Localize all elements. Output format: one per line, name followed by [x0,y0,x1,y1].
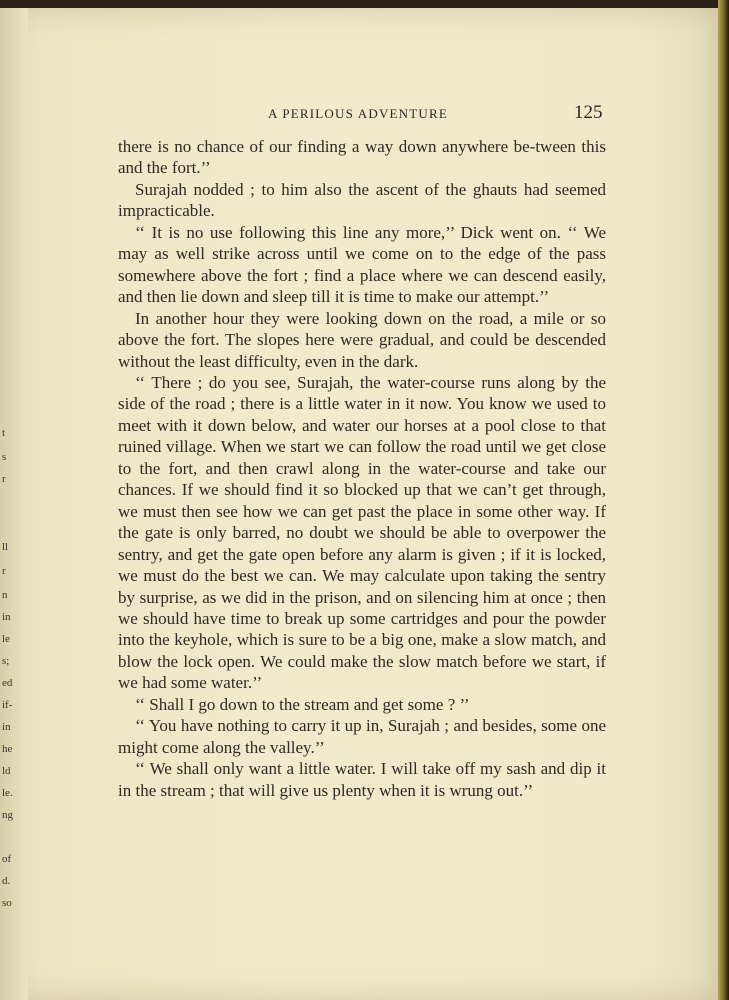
paragraph: ‘‘ We shall only want a little water. I will take off my sash and dip it in the stream ; that will give us plenty when it is wrung out.’’ [118,759,606,800]
paragraph: ‘‘ There ; do you see, Surajah, the water-course runs along by the side of the road ; there is a little water in it now. You know we used to meet with it down below, and water our horses at a pool close to that ruined village. When we start we can follow the road until we get close to the fort, and then crawl along in the water-course and take our chances. If we should find it so blocked up that we can’t get through, we must then see how we can get past the place in some other way. If the gate is only barred, no doubt we should be able to overpower the sentry, and get the gate open before any alarm is given ; if it is locked, we must do the best we can. We may calculate upon taking the sentry by surprise, as we did in the prison, and on silencing him at once ; then we should have time to break up some cartridges and pour the powder into the keyhole, which is sure to be a big one, make a slow match, and blow the lock open. We could make the slow match before we start, if we had some water.’’ [118,372,606,693]
bleed-text: ng [2,809,13,821]
page-edge [718,0,729,1000]
bleed-text: r [2,565,6,577]
paragraph: ‘‘ You have nothing to carry it up in, Surajah ; and besides, some one might come along the valley.’’ [118,716,606,757]
bleed-text: d. [2,875,11,887]
bleed-text: if- [2,699,13,711]
bleed-text: he [2,743,13,755]
bleed-text: ld [2,765,11,777]
bleed-text: s; [2,655,10,667]
bleed-text: le [2,633,10,645]
paragraph: ‘‘ It is no use following this line any more,’’ Dick went on. ‘‘ We may as well strike across until we come on to the edge of the pass somewhere above the fort ; find a place where we can descend easily, and then lie down and sleep till it is time to make our attempt.’’ [118,222,606,307]
bleed-text: s [2,451,7,463]
bleed-text: t [2,427,6,439]
page-header [0,102,729,126]
running-head: A PERILOUS ADVENTURE [268,106,449,121]
bleed-text: n [2,589,8,601]
bleed-text: r [2,473,6,485]
bleed-text: ed [2,677,13,689]
bleed-text: le. [2,787,13,799]
page-gutter [0,8,28,1000]
paragraph: In another hour they were looking down on the road, a mile or so above the fort. The slopes here were gradual, and could be descended without the least difficulty, even in the dark. [118,308,606,371]
paragraph: there is no chance of our finding a way down anywhere be-tween this and the fort.’’ [118,137,606,178]
bleed-text: ll [2,541,9,553]
paragraph: ‘‘ Shall I go down to the stream and get some ? ’’ [135,694,470,714]
body-text [118,136,606,801]
bleed-text: of [2,853,12,865]
bleed-text: in [2,611,11,623]
paragraph: Surajah nodded ; to him also the ascent of the ghauts had seemed impracticable. [118,179,606,221]
bleed-text: in [2,721,11,733]
page-number: 125 [574,102,603,123]
bleed-text: so [2,897,12,909]
